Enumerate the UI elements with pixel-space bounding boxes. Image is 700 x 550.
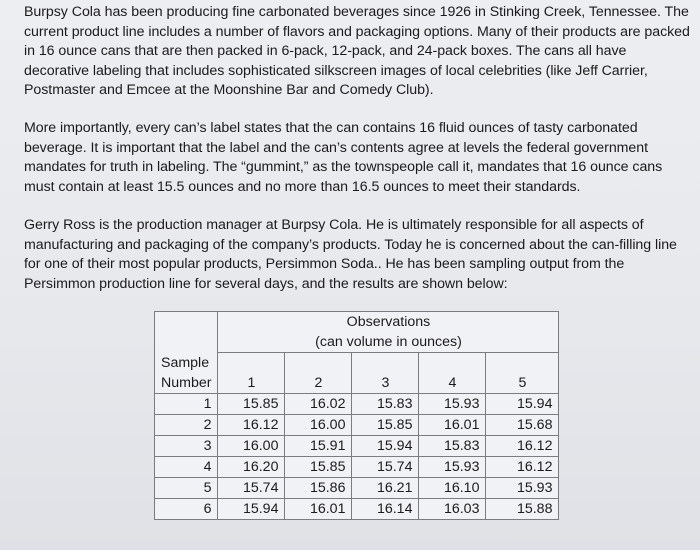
value-cell: 15.93 xyxy=(419,456,486,477)
sample-header-line2: Number xyxy=(161,374,212,391)
column-header: 2 xyxy=(285,353,352,394)
value-cell: 16.03 xyxy=(419,498,486,519)
paragraph-production-manager: Gerry Ross is the production manager at Burpsy Cola. He is ultimately responsible for all aspects of manufacturing and packaging of the company’s products. Today he is concerned about the can-filling line for one of their most popular products, Persimmon Soda.. He has been sampling output from the Persimmon production line for several days, and the results are shown below: xyxy=(24,217,677,292)
value-cell: 15.93 xyxy=(486,477,559,498)
column-header: 3 xyxy=(352,353,419,394)
observations-title: Observations xyxy=(346,314,431,330)
value-cell: 16.12 xyxy=(218,414,285,435)
value-cell: 15.91 xyxy=(285,435,352,456)
column-header: 5 xyxy=(486,353,559,394)
value-cell: 15.85 xyxy=(352,414,419,435)
value-cell: 15.85 xyxy=(218,393,285,414)
paragraph-intro: Burpsy Cola has been producing fine carbonated beverages since 1926 in Stinking Creek, Tennessee. The current product line includes a number of flavors and packaging options. Many of their products are packed in 16 ounce cans that are then packed in 6-pack, 12-pack, and 24-pack boxes. The cans all have decorative labeling that includes sophisticated silkscreen images of local celebrities (like Jeff Carrier, Postmaster and Emcee at the Moonshine Bar and Comedy Club). xyxy=(24,4,690,99)
table-row xyxy=(155,477,559,498)
sample-number-cell: 5 xyxy=(155,477,218,498)
observations-table xyxy=(154,311,559,520)
table-row xyxy=(155,393,559,414)
paragraph-labeling: More importantly, every can’s label states that the can contains 16 fluid ounces of tasty carbonated beverage. It is important that the label and the can’s contents agree at levels the federal government mandates for truth in labeling. The “gummint,” as the townspeople call it, mandates that 16 ounce cans must contain at least 15.5 ounces and no more than 16.5 ounces to meet their standards. xyxy=(24,120,663,195)
value-cell: 16.14 xyxy=(352,498,419,519)
value-cell: 16.10 xyxy=(419,477,486,498)
value-cell: 15.94 xyxy=(352,435,419,456)
value-cell: 15.74 xyxy=(218,477,285,498)
value-cell: 16.12 xyxy=(486,456,559,477)
table-row xyxy=(155,456,559,477)
value-cell: 15.83 xyxy=(419,435,486,456)
value-cell: 16.00 xyxy=(218,435,285,456)
sample-number-cell: 6 xyxy=(155,498,218,519)
value-cell: 15.86 xyxy=(285,477,352,498)
table-corner-cell xyxy=(155,312,218,353)
value-cell: 16.12 xyxy=(486,435,559,456)
value-cell: 15.94 xyxy=(486,393,559,414)
column-header: 1 xyxy=(218,353,285,394)
value-cell: 16.00 xyxy=(285,414,352,435)
observations-header xyxy=(218,312,559,353)
value-cell: 15.74 xyxy=(352,456,419,477)
sample-number-header xyxy=(155,353,218,394)
sample-header-line1: Sample xyxy=(161,354,210,371)
value-cell: 15.93 xyxy=(419,393,486,414)
value-cell: 16.21 xyxy=(352,477,419,498)
value-cell: 16.02 xyxy=(285,393,352,414)
observations-subtitle: (can volume in ounces) xyxy=(315,334,462,350)
table-row xyxy=(155,414,559,435)
table-row xyxy=(155,498,559,519)
value-cell: 16.01 xyxy=(419,414,486,435)
table-row xyxy=(155,435,559,456)
value-cell: 15.68 xyxy=(486,414,559,435)
sample-number-cell: 4 xyxy=(155,456,218,477)
sample-number-cell: 2 xyxy=(155,414,218,435)
column-header: 4 xyxy=(419,353,486,394)
value-cell: 16.20 xyxy=(218,456,285,477)
sample-number-cell: 1 xyxy=(155,393,218,414)
value-cell: 15.88 xyxy=(486,498,559,519)
value-cell: 15.85 xyxy=(285,456,352,477)
value-cell: 15.83 xyxy=(352,393,419,414)
value-cell: 16.01 xyxy=(285,498,352,519)
sample-number-cell: 3 xyxy=(155,435,218,456)
value-cell: 15.94 xyxy=(218,498,285,519)
